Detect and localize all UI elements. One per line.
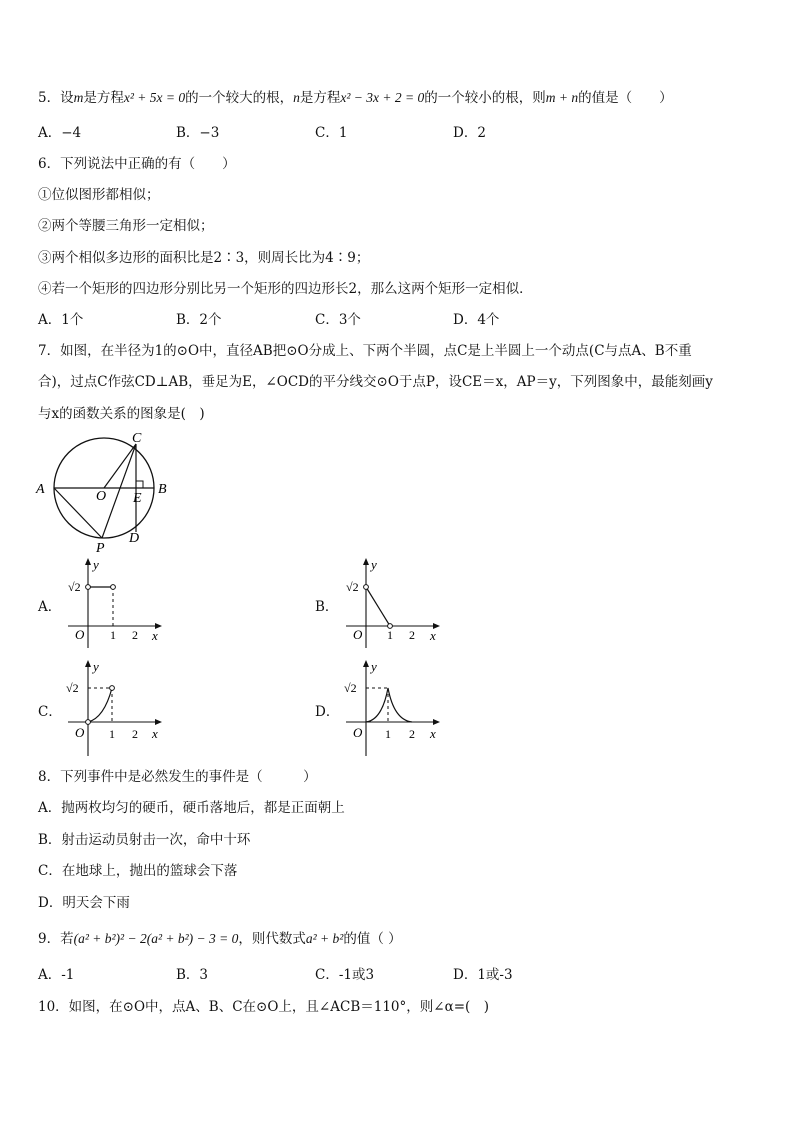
point-e-label: E: [133, 491, 142, 506]
q7-stem-line-3: 与x的函数关系的图象是( ): [38, 406, 205, 422]
q7-option-c: C．: [38, 704, 62, 720]
point-a-label: A: [36, 482, 45, 497]
origin-label: O: [75, 627, 85, 642]
q7-graph-a: [56, 556, 166, 652]
q7-option-b: B．: [315, 599, 339, 615]
point-o-label: O: [96, 489, 107, 504]
y-axis-label: y: [371, 659, 377, 674]
origin-label: O: [353, 725, 363, 740]
q8-stem: 8．下列事件中是必然发生的事件是（ ）: [38, 769, 317, 785]
q7-option-d: D．: [315, 704, 340, 720]
q8-option-a: A．抛两枚均匀的硬币，硬币落地后，都是正面朝上: [38, 800, 345, 816]
q6-statement-4: ④若一个矩形的四边形分别比另一个矩形的四边形长2，那么这两个矩形一定相似．: [38, 281, 533, 297]
tick-sqrt2: √2: [346, 580, 359, 594]
q6-statement-3: ③两个相似多边形的面积比是2∶3，则周长比为4∶9；: [38, 250, 370, 266]
tick-sqrt2: √2: [344, 681, 357, 695]
tick-sqrt2: √2: [66, 681, 79, 695]
q8-option-b: B．射击运动员射击一次，命中十环: [38, 832, 251, 848]
q9-option-a: A．-1: [38, 967, 75, 983]
q5-stem: 5．设m是方程x² + 5x = 0的一个较大的根，n是方程x² − 3x + 2 = 0的一个较小的根，则m + n的值是（ ）: [38, 90, 673, 106]
point-b-label: B: [158, 482, 167, 497]
q8-option-c: C．在地球上，抛出的篮球会下落: [38, 863, 238, 879]
q7-graph-c: [56, 658, 166, 758]
q5-option-b: B．−3: [176, 125, 220, 141]
tick-2: 2: [409, 727, 415, 741]
q9-option-d: D．1或-3: [453, 967, 513, 983]
x-axis-label: x: [152, 726, 158, 741]
tick-2: 2: [132, 628, 138, 642]
y-axis-label: y: [93, 659, 99, 674]
q6-stem: 6．下列说法中正确的有（ ）: [38, 156, 236, 172]
q7-stem-line-2: 合)，过点C作弦CD⊥AB，垂足为E，∠OCD的平分线交⊙O于点P，设CE＝x，AP＝y，下列图象中，最能刻画y: [38, 374, 713, 390]
q6-option-b: B．2个: [176, 312, 222, 328]
x-axis-label: x: [430, 628, 436, 643]
x-axis-label: x: [430, 726, 436, 741]
point-c-label: C: [132, 431, 142, 446]
q7-option-a: A．: [38, 599, 62, 615]
tick-2: 2: [132, 727, 138, 741]
tick-1: 1: [387, 628, 393, 642]
q8-option-d: D．明天会下雨: [38, 895, 130, 911]
y-axis-label: y: [371, 557, 377, 572]
q7-graph-b: [334, 556, 444, 652]
q7-circle-figure: [34, 430, 174, 555]
x-axis-label: x: [152, 628, 158, 643]
origin-label: O: [353, 627, 363, 642]
point-p-label: P: [96, 541, 105, 555]
q6-statement-1: ①位似图形都相似；: [38, 187, 160, 203]
q5-option-a: A．−4: [38, 125, 82, 141]
point-d-label: D: [129, 531, 140, 546]
q5-option-c: C．1: [315, 125, 348, 141]
y-axis-label: y: [93, 557, 99, 572]
q7-graph-d: [334, 658, 444, 758]
q5-option-d: D．2: [453, 125, 486, 141]
tick-sqrt2: √2: [68, 580, 81, 594]
q10-stem: 10．如图，在⊙O中，点A、B、C在⊙O上，且∠ACB＝110°，则∠α=( ): [38, 999, 490, 1015]
tick-1: 1: [109, 727, 115, 741]
q9-option-b: B．3: [176, 967, 209, 983]
q7-stem-line-1: 7．如图，在半径为1的⊙O中，直径AB把⊙O分成上、下两个半圆，点C是上半圆上一个动点(C与点A、B不重: [38, 343, 692, 359]
tick-2: 2: [409, 628, 415, 642]
q6-option-a: A．1个: [38, 312, 84, 328]
q6-option-c: C．3个: [315, 312, 361, 328]
tick-1: 1: [110, 628, 116, 642]
q6-statement-2: ②两个等腰三角形一定相似；: [38, 218, 214, 234]
q9-option-c: C．-1或3: [315, 967, 375, 983]
origin-label: O: [75, 725, 85, 740]
q6-option-d: D．4个: [453, 312, 500, 328]
tick-1: 1: [385, 727, 391, 741]
q9-stem: 9．若(a² + b²)² − 2(a² + b²) − 3 = 0，则代数式a² + b²的值（ ）: [38, 931, 402, 947]
